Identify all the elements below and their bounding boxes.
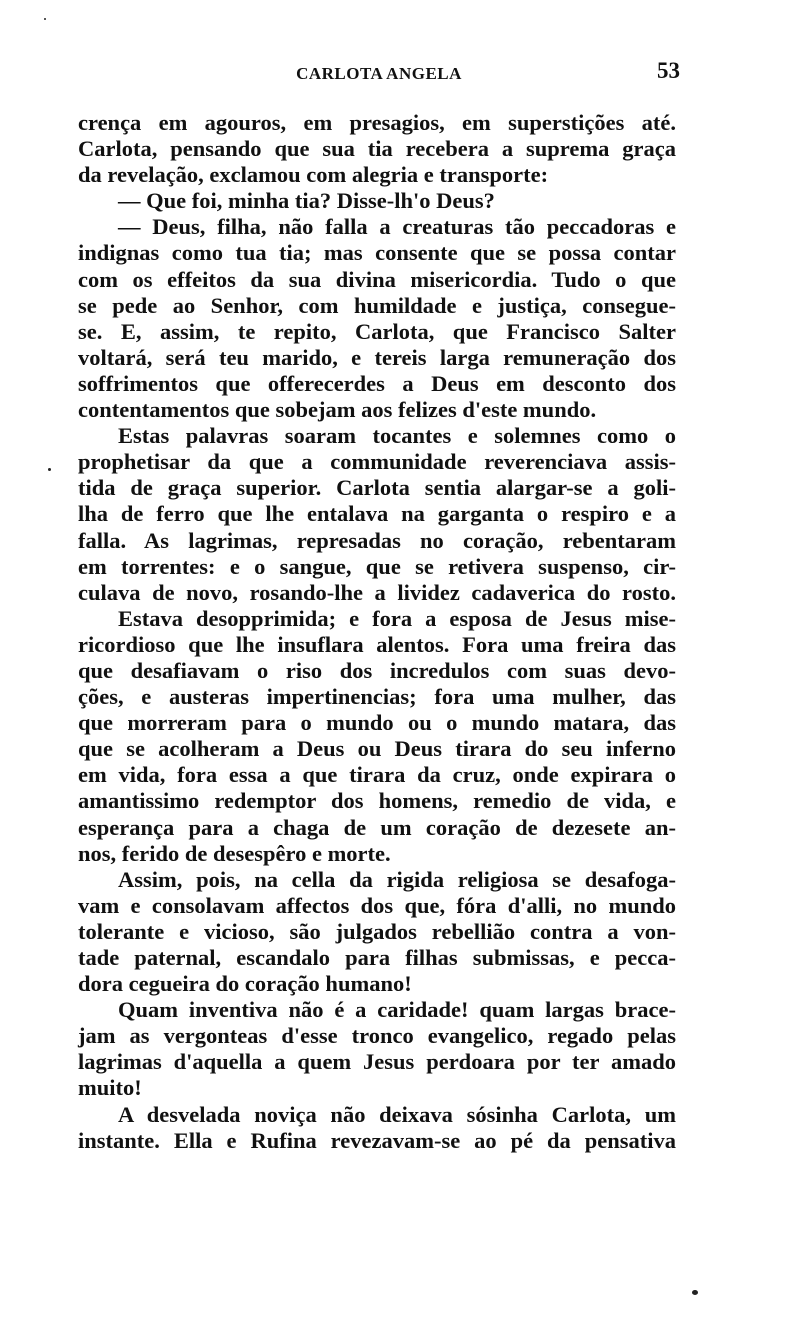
text-line: que morreram para o mundo ou o mundo matara, das <box>78 710 676 736</box>
text-line: tade paternal, escandalo para filhas submissas, e pecca- <box>78 945 676 970</box>
text-line: Estava desopprimida; e fora a esposa de Jesus mise- <box>118 605 676 631</box>
text-line: em torrentes: e o sangue, que se retivera suspenso, cir- <box>78 553 676 579</box>
scan-speck <box>692 1290 698 1295</box>
text-line: vam e consolavam affectos dos que, fóra d'alli, no mundo <box>78 892 676 918</box>
text-line: dora cegueira do coração humano! <box>78 971 412 997</box>
text-line: nos, ferido de desespêro e morte. <box>78 840 391 866</box>
text-line: soffrimentos que offerecerdes a Deus em desconto dos <box>78 370 676 396</box>
text-line: culava de novo, rosando-lhe a lividez cadaverica do rosto. <box>78 579 676 605</box>
text-line: Carlota, pensando que sua tia recebera a suprema graça <box>78 136 676 162</box>
text-line: A desvelada noviça não deixava sósinha Carlota, um <box>118 1101 676 1127</box>
text-line: muito! <box>78 1075 142 1101</box>
text-line: lagrimas d'aquella a quem Jesus perdoara por ter amado <box>78 1049 676 1075</box>
text-line: com os effeitos da sua divina misericordia. Tudo o que <box>78 266 676 292</box>
text-line: se. E, assim, te repito, Carlota, que Francisco Salter <box>78 318 676 344</box>
text-line: — Deus, filha, não falla a creaturas tão peccadoras e <box>118 214 676 240</box>
text-line: que desafiavam o riso dos incredulos com suas devo- <box>78 657 676 683</box>
text-line: Estas palavras soaram tocantes e solemnes como o <box>118 423 676 449</box>
text-line: falla. As lagrimas, represadas no coração, rebentaram <box>78 527 676 553</box>
text-line: que se acolheram a Deus ou Deus tirara do seu inferno <box>78 736 676 762</box>
text-line: indignas como tua tia; mas consente que se possa contar <box>78 240 676 266</box>
scan-speck <box>44 18 46 20</box>
text-line: ções, e austeras impertinencias; fora uma mulher, das <box>78 684 676 710</box>
text-line: Assim, pois, na cella da rigida religiosa se desafoga- <box>118 866 676 892</box>
text-line: crença em agouros, em presagios, em superstições até. <box>78 110 676 135</box>
text-line: esperança para a chaga de um coração de dezesete an- <box>78 814 676 840</box>
text-line: amantissimo redemptor dos homens, remedio de vida, e <box>78 788 676 814</box>
page-header <box>78 58 680 88</box>
text-line: prophetisar da que a communidade reverenciava assis- <box>78 449 676 475</box>
text-line: da revelação, exclamou com alegria e transporte: <box>78 162 549 188</box>
text-line: — Que foi, minha tia? Disse-lh'o Deus? <box>118 188 495 214</box>
page-number: 53 <box>657 58 680 83</box>
text-line: lha de ferro que lhe entalava na garganta o respiro e a <box>78 501 676 527</box>
text-line: tolerante e vicioso, são julgados rebellião contra a von- <box>78 918 676 944</box>
running-title: CARLOTA ANGELA <box>296 64 462 83</box>
text-line: jam as vergonteas d'esse tronco evangelico, regado pelas <box>78 1023 676 1049</box>
text-line: em vida, fora essa a que tirara da cruz, onde expirara o <box>78 762 676 788</box>
body-text <box>78 110 676 1154</box>
text-line: tida de graça superior. Carlota sentia alargar-se a goli- <box>78 475 676 501</box>
text-line: instante. Ella e Rufina revezavam-se ao pé da pensativa <box>78 1127 676 1153</box>
text-line: se pede ao Senhor, com humildade e justiça, consegue- <box>78 292 676 318</box>
text-line: contentamentos que sobejam aos felizes d'este mundo. <box>78 397 597 423</box>
text-line: ricordioso que lhe insuflara alentos. Fora uma freira das <box>78 631 676 657</box>
text-line: voltará, será teu marido, e tereis larga remuneração dos <box>78 344 676 370</box>
scan-speck <box>48 468 51 471</box>
text-line: Quam inventiva não é a caridade! quam largas brace- <box>118 997 676 1023</box>
